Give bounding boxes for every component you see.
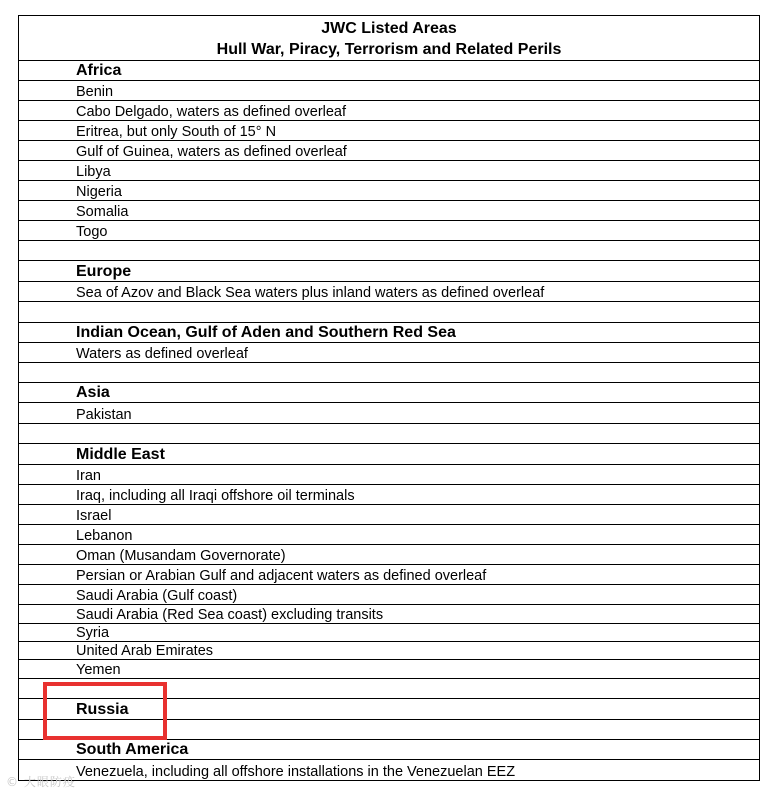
blank-row (19, 720, 759, 740)
row-label: Israel (76, 508, 112, 524)
table-row (19, 505, 759, 525)
row-label: Somalia (76, 204, 129, 220)
row-label: Persian or Arabian Gulf and adjacent waters as defined overleaf (76, 568, 487, 584)
section-header-row (19, 61, 759, 81)
blank-row (19, 302, 759, 323)
row-label: Venezuela, including all offshore installations in the Venezuelan EEZ (76, 764, 516, 780)
section-header-row (19, 383, 759, 403)
row-label: Pakistan (76, 407, 132, 423)
row-label: Waters as defined overleaf (76, 346, 248, 362)
section-header-row (19, 444, 759, 465)
table-row (19, 403, 759, 424)
table-row (19, 221, 759, 241)
section-header-label: Africa (76, 62, 122, 79)
row-label: Syria (76, 625, 110, 641)
row-label: Iraq, including all Iraqi offshore oil terminals (76, 488, 355, 504)
table-row (19, 760, 759, 780)
row-label: Nigeria (76, 184, 122, 200)
table-row (19, 343, 759, 363)
rows-container (19, 61, 759, 780)
section-header-label: Russia (76, 701, 129, 718)
row-label: Gulf of Guinea, waters as defined overleaf (76, 144, 347, 160)
blank-row (19, 424, 759, 444)
section-header-label: South America (76, 741, 189, 758)
table-row (19, 201, 759, 221)
blank-row (19, 679, 759, 699)
table-row (19, 121, 759, 141)
row-label: Yemen (76, 662, 121, 678)
table-row (19, 605, 759, 624)
title-line-2: Hull War, Piracy, Terrorism and Related Perils (216, 41, 562, 58)
table-row (19, 101, 759, 121)
table-title (19, 16, 759, 61)
table-row (19, 282, 759, 302)
section-header-row (19, 261, 759, 282)
table-row (19, 585, 759, 605)
row-label: Oman (Musandam Governorate) (76, 548, 286, 564)
table-row (19, 545, 759, 565)
section-header-row (19, 699, 759, 720)
row-label: Eritrea, but only South of 15° N (76, 124, 277, 140)
title-line-1: JWC Listed Areas (321, 20, 457, 37)
row-label: Togo (76, 224, 108, 240)
row-label: Benin (76, 84, 114, 100)
blank-row (19, 363, 759, 383)
row-label: Iran (76, 468, 101, 484)
section-header-row (19, 740, 759, 760)
row-label: Sea of Azov and Black Sea waters plus inland waters as defined overleaf (76, 285, 545, 301)
row-label: Cabo Delgado, waters as defined overleaf (76, 104, 347, 120)
table-row (19, 81, 759, 101)
table-row (19, 642, 759, 660)
table-row (19, 181, 759, 201)
jwc-listed-areas-table (18, 15, 760, 781)
section-header-label: Europe (76, 263, 132, 280)
section-header-label: Middle East (76, 446, 165, 463)
table-row (19, 660, 759, 679)
row-label: Saudi Arabia (Gulf coast) (76, 588, 238, 604)
table-row (19, 565, 759, 585)
row-label: Lebanon (76, 528, 133, 544)
table-row (19, 624, 759, 642)
section-header-label: Indian Ocean, Gulf of Aden and Southern Red Sea (76, 324, 456, 341)
row-label: Libya (76, 164, 111, 180)
table-row (19, 465, 759, 485)
blank-row (19, 241, 759, 261)
section-header-label: Asia (76, 384, 110, 401)
table-row (19, 141, 759, 161)
row-label: Saudi Arabia (Red Sea coast) excluding transits (76, 607, 384, 623)
table-row (19, 485, 759, 505)
table-row (19, 161, 759, 181)
section-header-row (19, 323, 759, 343)
watermark: © 大眼防疫 (6, 775, 76, 789)
row-label: United Arab Emirates (76, 643, 214, 659)
table-row (19, 525, 759, 545)
